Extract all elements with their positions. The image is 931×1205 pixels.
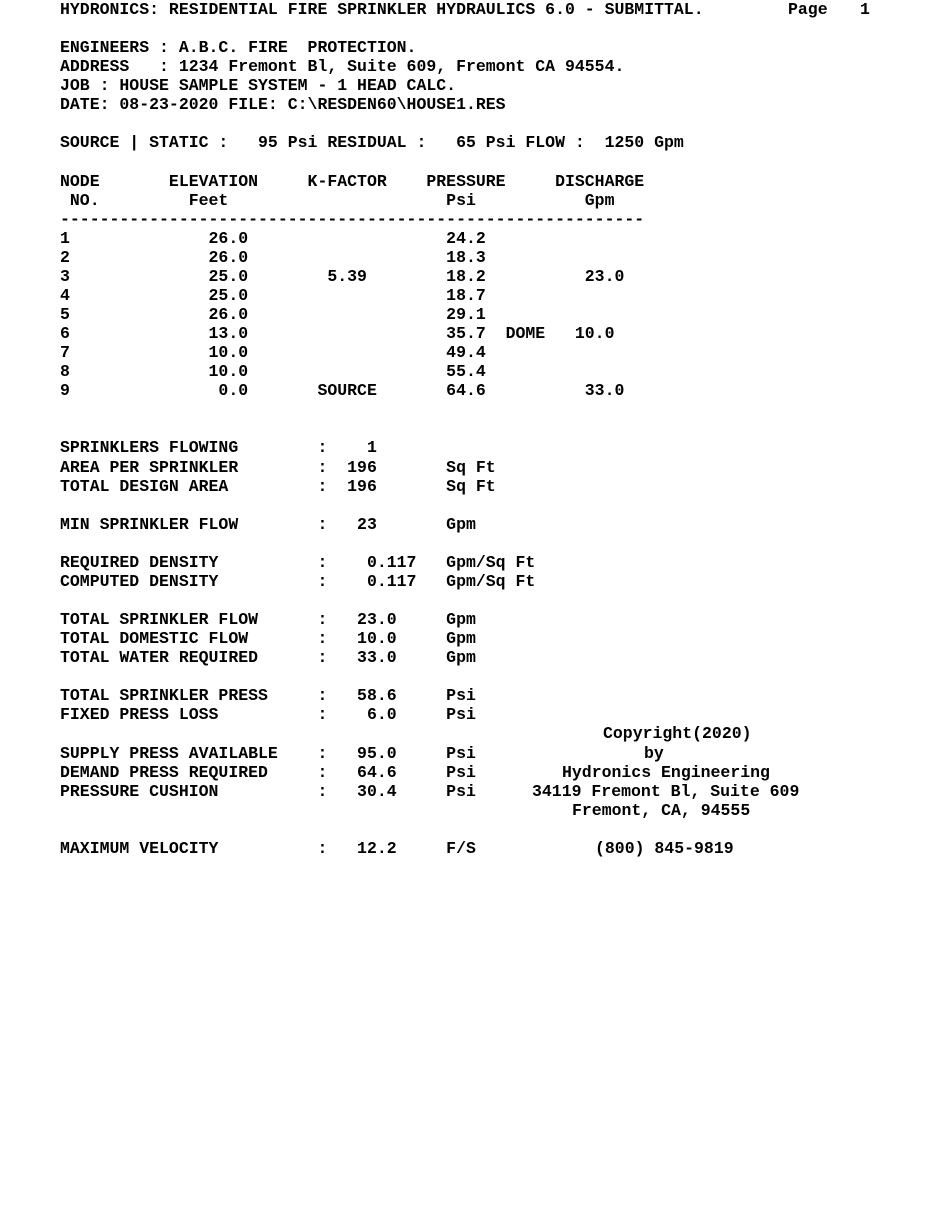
- page-number: 1: [860, 0, 870, 19]
- copyright-by: by: [644, 744, 664, 763]
- required-density: REQUIRED DENSITY : 0.117 Gpm/Sq Ft: [60, 553, 536, 572]
- address-line: ADDRESS : 1234 Fremont Bl, Suite 609, Fremont CA 94554.: [60, 57, 625, 76]
- pressure-cushion: PRESSURE CUSHION : 30.4 Psi: [60, 782, 476, 801]
- copyright-line: Copyright(2020): [603, 724, 752, 743]
- total-water-required: TOTAL WATER REQUIRED : 33.0 Gpm: [60, 648, 476, 667]
- sprinklers-flowing: SPRINKLERS FLOWING : 1: [60, 438, 377, 457]
- table-rule: -----------------------------------------------------------: [60, 210, 645, 229]
- demand-press-required: DEMAND PRESS REQUIRED : 64.6 Psi: [60, 763, 476, 782]
- table-row: 9 0.0 SOURCE 64.6 33.0: [60, 381, 625, 400]
- job-line: JOB : HOUSE SAMPLE SYSTEM - 1 HEAD CALC.: [60, 76, 457, 95]
- table-row: 7 10.0 49.4: [60, 343, 486, 362]
- table-row: 8 10.0 55.4: [60, 362, 486, 381]
- copyright-company: Hydronics Engineering: [562, 763, 770, 782]
- supply-press-available: SUPPLY PRESS AVAILABLE : 95.0 Psi: [60, 744, 476, 763]
- table-row: 5 26.0 29.1: [60, 305, 486, 324]
- fixed-press-loss: FIXED PRESS LOSS : 6.0 Psi: [60, 705, 476, 724]
- total-domestic-flow: TOTAL DOMESTIC FLOW : 10.0 Gpm: [60, 629, 476, 648]
- table-header-2: NO. Feet Psi Gpm: [60, 191, 615, 210]
- copyright-city: Fremont, CA, 94555: [572, 801, 751, 820]
- area-per-sprinkler: AREA PER SPRINKLER : 196 Sq Ft: [60, 458, 496, 477]
- computed-density: COMPUTED DENSITY : 0.117 Gpm/Sq Ft: [60, 572, 536, 591]
- table-row: 6 13.0 35.7 DOME 10.0: [60, 324, 615, 343]
- page-label: Page: [788, 0, 828, 19]
- table-row: 1 26.0 24.2: [60, 229, 486, 248]
- table-row: 3 25.0 5.39 18.2 23.0: [60, 267, 625, 286]
- total-sprinkler-press: TOTAL SPRINKLER PRESS : 58.6 Psi: [60, 686, 476, 705]
- copyright-address: 34119 Fremont Bl, Suite 609: [532, 782, 800, 801]
- date-file-line: DATE: 08-23-2020 FILE: C:\RESDEN60\HOUSE1.RES: [60, 95, 506, 114]
- copyright-phone: (800) 845-9819: [595, 839, 734, 858]
- engineers-line: ENGINEERS : A.B.C. FIRE PROTECTION.: [60, 38, 417, 57]
- total-design-area: TOTAL DESIGN AREA : 196 Sq Ft: [60, 477, 496, 496]
- table-row: 2 26.0 18.3: [60, 248, 486, 267]
- min-sprinkler-flow: MIN SPRINKLER FLOW : 23 Gpm: [60, 515, 476, 534]
- maximum-velocity: MAXIMUM VELOCITY : 12.2 F/S: [60, 839, 476, 858]
- table-row: 4 25.0 18.7: [60, 286, 486, 305]
- source-line: SOURCE | STATIC : 95 Psi RESIDUAL : 65 Psi FLOW : 1250 Gpm: [60, 133, 684, 152]
- table-header-1: NODE ELEVATION K-FACTOR PRESSURE DISCHARGE: [60, 172, 645, 191]
- report-title: HYDRONICS: RESIDENTIAL FIRE SPRINKLER HYDRAULICS 6.0 - SUBMITTAL.: [60, 0, 704, 19]
- total-sprinkler-flow: TOTAL SPRINKLER FLOW : 23.0 Gpm: [60, 610, 476, 629]
